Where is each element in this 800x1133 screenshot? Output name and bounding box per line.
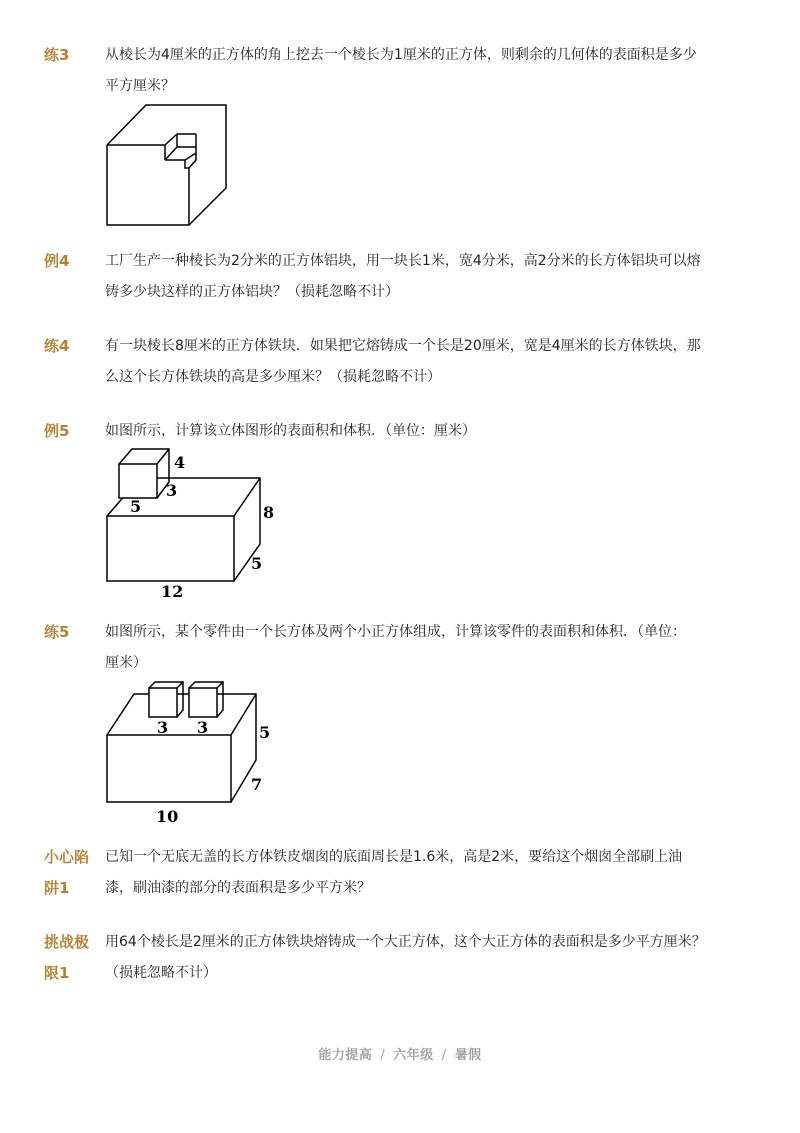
- footer-separator: /: [380, 1048, 386, 1063]
- problem-line: 已知一个无底无盖的长方体铁皮烟囱的底面周长是1.6米，高是2米，要给这个烟囱全部刷上油: [105, 849, 683, 865]
- problem-text: [105, 416, 720, 447]
- cube-corner-removed-figure: [100, 100, 240, 230]
- problem-tag-line: 小心陷: [44, 848, 90, 866]
- problem-line: （损耗忽略不计）: [105, 965, 217, 981]
- problem-text: [105, 842, 720, 904]
- problem-tag: 例4: [44, 252, 70, 270]
- footer-part3: 暑假: [454, 1048, 482, 1063]
- problem-line: 铸多少块这样的正方体铝块？（损耗忽略不计）: [105, 284, 399, 300]
- label-big-length: 10: [156, 807, 179, 826]
- problem-line: 厘米）: [105, 655, 147, 671]
- problem-text: [105, 927, 720, 989]
- problem-line: 如图所示，计算该立体图形的表面积和体积．（单位：厘米）: [105, 423, 476, 439]
- problem-tag-line: 阱1: [44, 879, 70, 897]
- footer-part1: 能力提高: [318, 1048, 373, 1063]
- label-big-height: 5: [259, 723, 271, 742]
- page-footer: [0, 1044, 800, 1063]
- problem-line: 平方厘米？: [105, 78, 175, 94]
- problem-tag: 练5: [44, 623, 70, 641]
- label-cube2: 3: [197, 718, 209, 737]
- label-small-width: 5: [130, 497, 142, 516]
- problem-line: 漆，刷油漆的部分的表面积是多少平方米？: [105, 880, 371, 896]
- problem-text: [105, 617, 720, 679]
- stacked-cuboids-diagram: [100, 444, 300, 604]
- label-big-depth: 5: [251, 554, 263, 573]
- problem-tag: 例5: [44, 422, 70, 440]
- problem-line: 有一块棱长8厘米的正方体铁块．如果把它熔铸成一个长是20厘米，宽是4厘米的长方体铁块，那: [105, 338, 701, 354]
- problem-tag: [44, 842, 100, 904]
- problem-text: [105, 331, 720, 393]
- label-small-depth: 3: [166, 481, 178, 500]
- problem-line: 么这个长方体铁块的高是多少厘米？（损耗忽略不计）: [105, 369, 441, 385]
- footer-part2: 六年级: [393, 1048, 434, 1063]
- stacked-cuboids-figure: [100, 444, 300, 604]
- label-big-depth: 7: [251, 775, 263, 794]
- label-cube1: 3: [157, 718, 169, 737]
- footer-separator: /: [441, 1048, 447, 1063]
- problem-tag-line: 挑战极: [44, 933, 90, 951]
- problem-tag: [44, 927, 100, 989]
- problem-tag: 练4: [44, 337, 70, 355]
- problem-line: 用64个棱长是2厘米的正方体铁块熔铸成一个大正方体，这个大正方体的表面积是多少平方厘米？: [105, 934, 706, 950]
- cuboid-with-two-cubes-figure: [100, 678, 290, 828]
- label-big-length: 12: [161, 582, 184, 601]
- problem-line: 从棱长为4厘米的正方体的角上挖去一个棱长为1厘米的正方体，则剩余的几何体的表面积是多少: [105, 47, 697, 63]
- problem-tag-line: 限1: [44, 964, 70, 982]
- label-big-height: 8: [263, 503, 275, 522]
- problem-line: 如图所示，某个零件由一个长方体及两个小正方体组成，计算该零件的表面积和体积．（单位：: [105, 624, 686, 640]
- label-small-height: 4: [174, 453, 186, 472]
- cube-diagram: [100, 100, 240, 230]
- problem-tag: 练3: [44, 46, 70, 64]
- problem-line: 工厂生产一种棱长为2分米的正方体铝块，用一块长1米，宽4分米，高2分米的长方体铝块可以熔: [105, 253, 701, 269]
- problem-text: [105, 40, 720, 102]
- cuboid-with-cubes-diagram: [100, 678, 290, 828]
- problem-text: [105, 246, 720, 308]
